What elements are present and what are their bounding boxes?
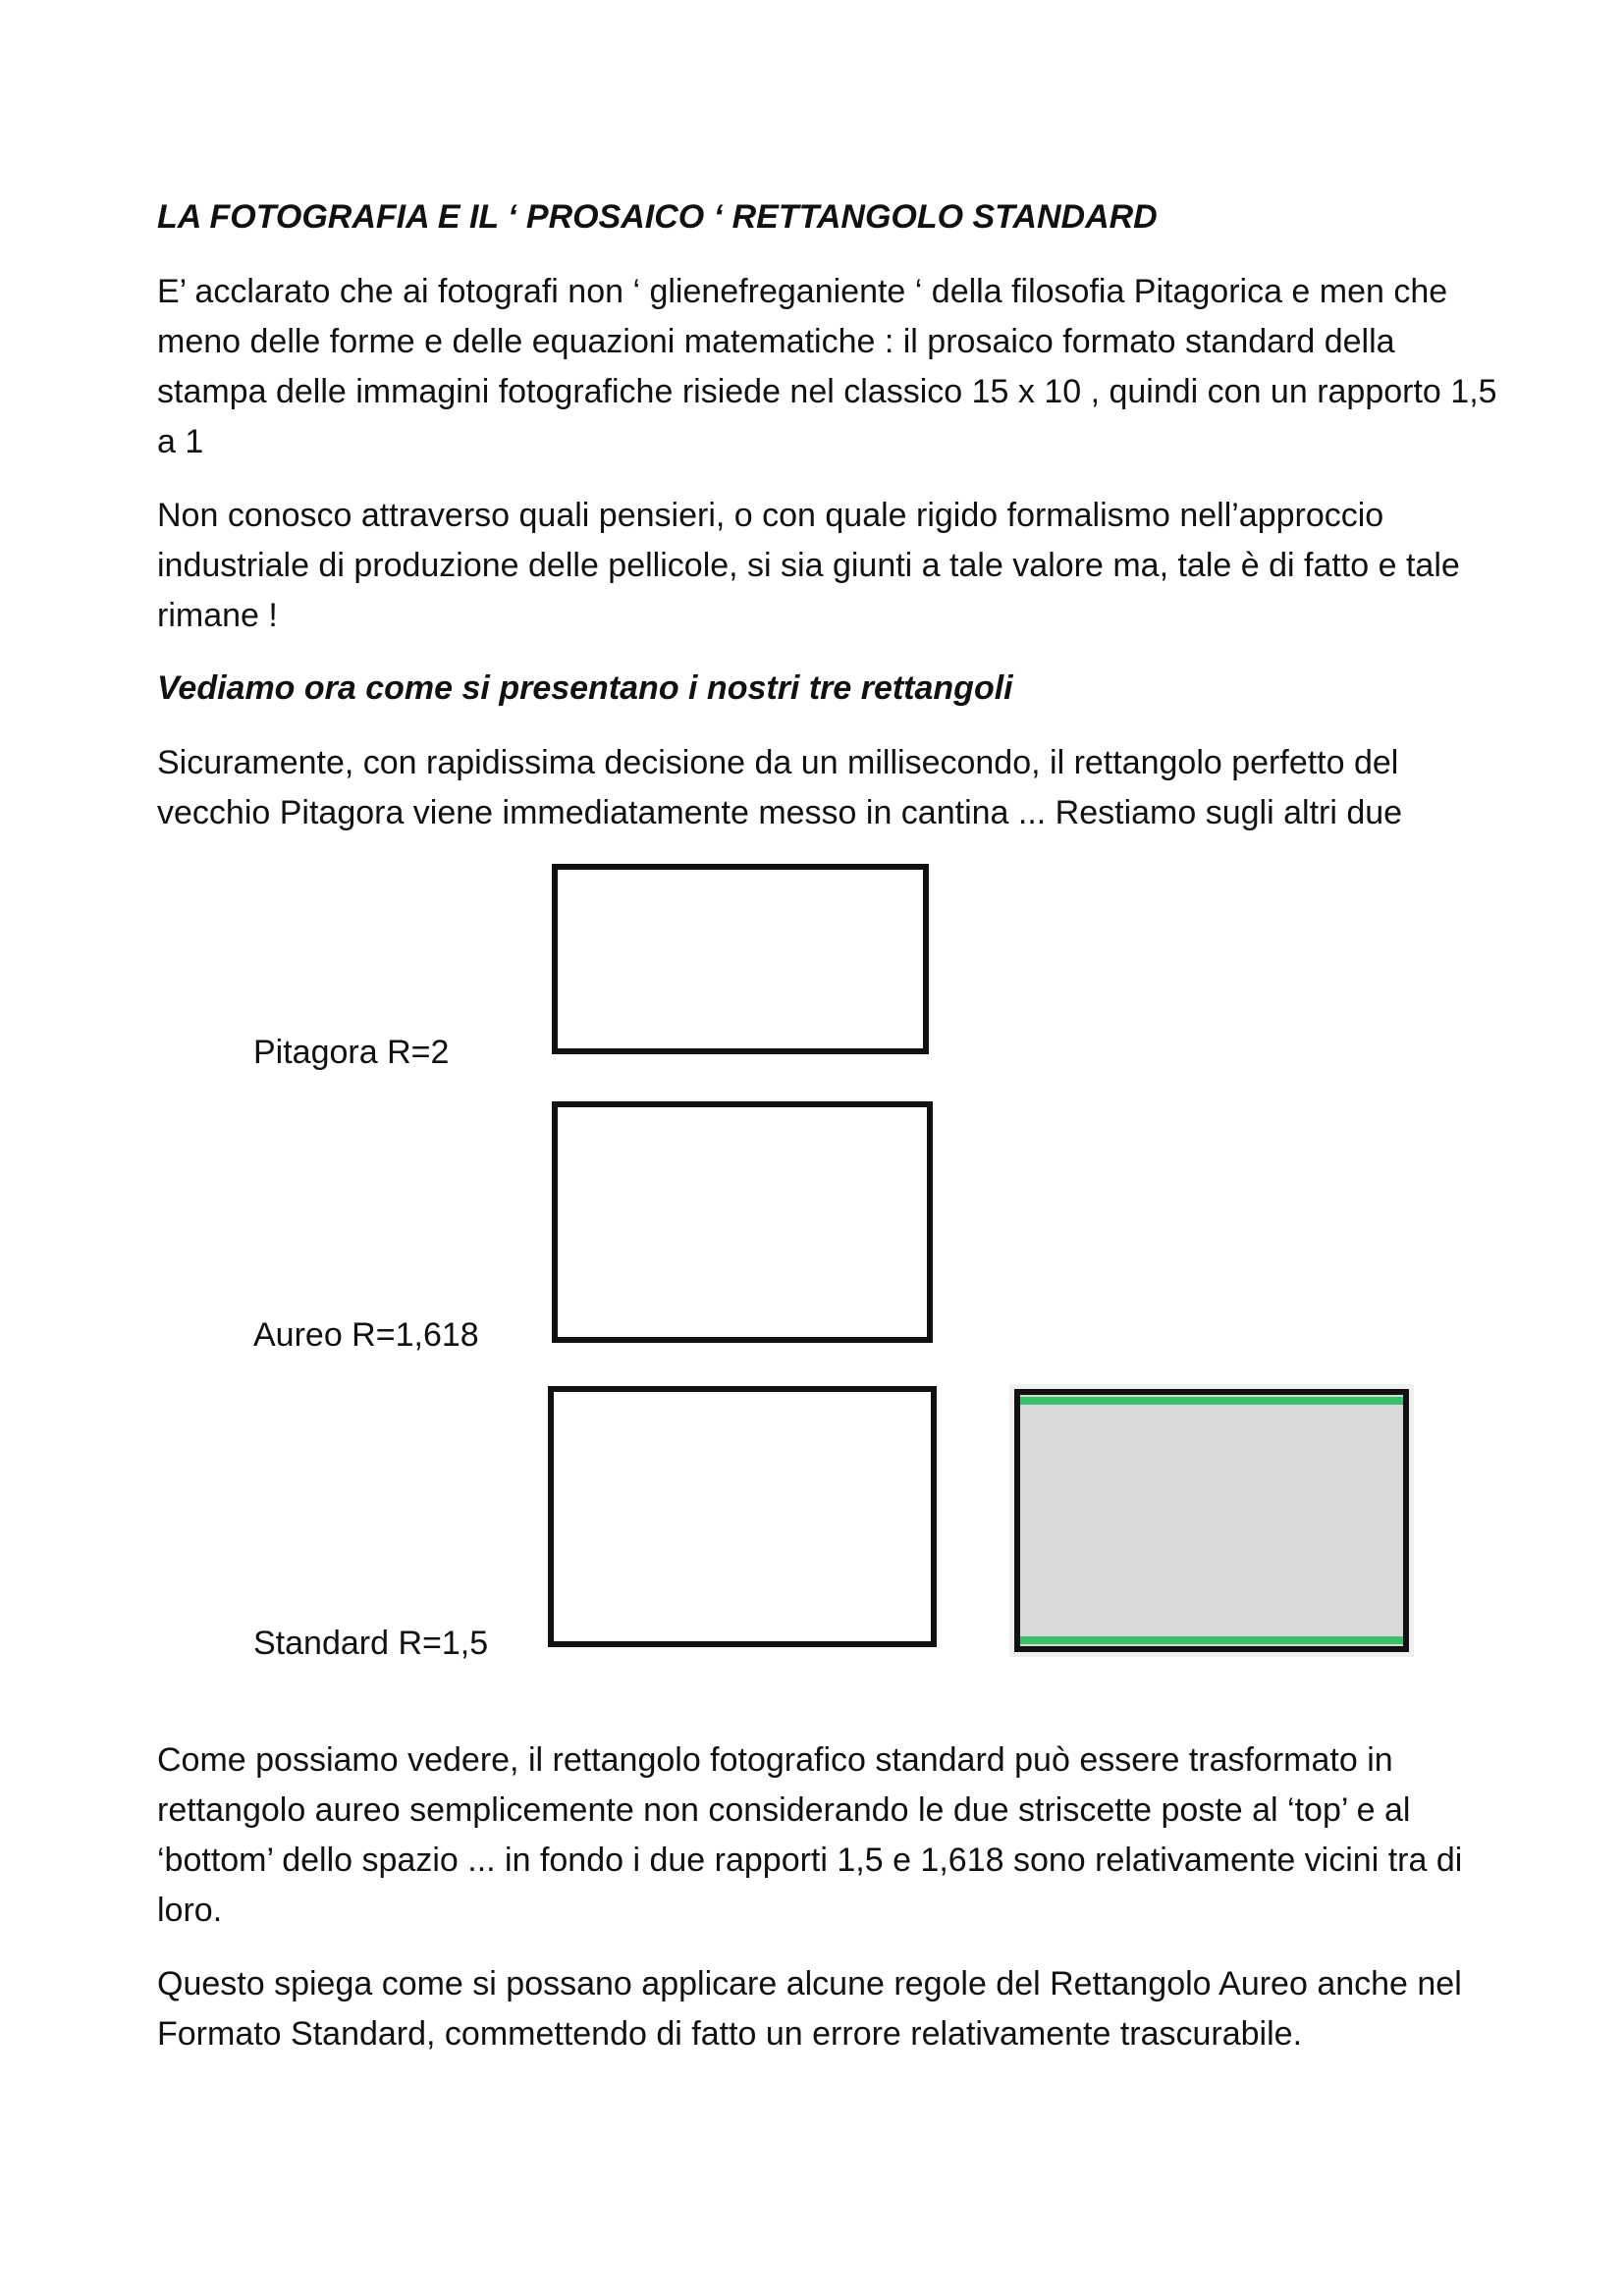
document-title: LA FOTOGRAFIA E IL ‘ PROSAICO ‘ RETTANGOLO STANDARD	[157, 198, 1158, 236]
standard-rectangle	[548, 1386, 937, 1647]
paragraph-comparison: Come possiamo vedere, il rettangolo fotografico standard può essere trasformato in rettangolo aureo semplicemente non considerando le due striscette poste al ‘top’ e al ‘bottom’ dello spazio ... in fondo i due rapporti 1,5 e 1,618 sono relativamente vicini tra di loro.	[157, 1741, 1463, 1929]
pitagora-label: Pitagora R=2	[253, 1034, 450, 1071]
paragraph-formalism: Non conosco attraverso quali pensieri, o con quale rigido formalismo nell’approccio industriale di produzione delle pellicole, si sia giunti a tale valore ma, tale è di fatto e tale rimane !	[157, 497, 1460, 634]
pitagora-rectangle	[552, 864, 929, 1054]
film-strip-top	[1020, 1397, 1403, 1405]
film-strip-bottom	[1020, 1636, 1403, 1644]
paragraph-pitagora: Sicuramente, con rapidissima decisione da un millisecondo, il rettangolo perfetto del vecchio Pitagora viene immediatamente messo in cantina ... Restiamo sugli altri due	[157, 744, 1403, 831]
aureo-rectangle	[552, 1101, 933, 1343]
film-frame-illustration	[1009, 1384, 1414, 1657]
subheading-rectangles: Vediamo ora come si presentano i nostri tre rettangoli	[157, 669, 1013, 707]
aureo-label: Aureo R=1,618	[253, 1316, 479, 1354]
film-frame-inner	[1014, 1389, 1409, 1652]
paragraph-intro: E’ acclarato che ai fotografi non ‘ glienefreganiente ‘ della filosofia Pitagorica e men che meno delle forme e delle equazioni matematiche : il prosaico formato standard della stampa delle immagini fotografiche risiede nel classico 15 x 10 , quindi con un rapporto 1,5 a 1	[157, 273, 1497, 460]
standard-label: Standard R=1,5	[253, 1625, 489, 1662]
paragraph-conclusion: Questo spiega come si possano applicare alcune regole del Rettangolo Aureo anche nel Formato Standard, commettendo di fatto un errore relativamente trascurabile.	[157, 1965, 1462, 2053]
